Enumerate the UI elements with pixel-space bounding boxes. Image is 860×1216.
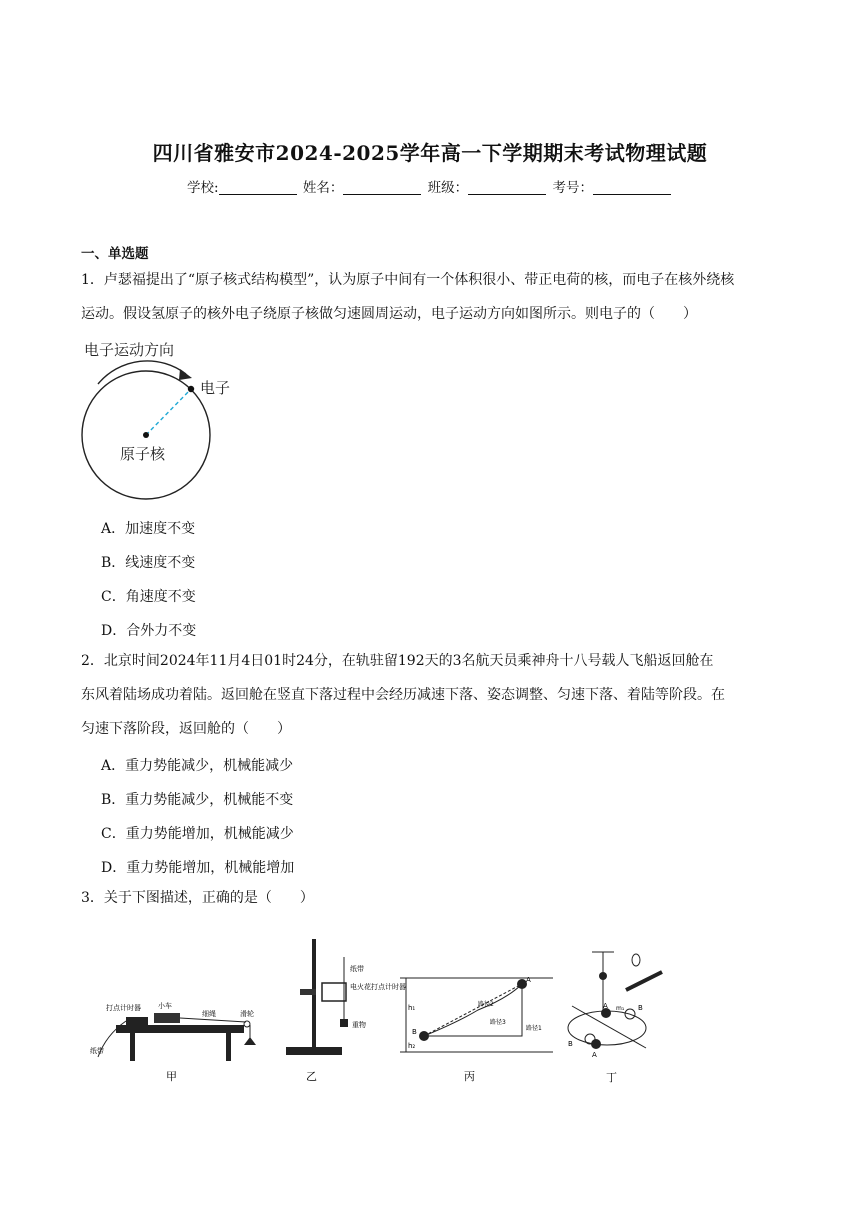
jia-table-leg [226, 1033, 231, 1061]
ding-ball-a-bottom [591, 1039, 601, 1049]
caption-yi: 乙 [306, 1070, 317, 1083]
jia-cart-shape [154, 1013, 180, 1023]
class-blank[interactable] [468, 180, 546, 195]
class-label: 班级： [427, 180, 469, 196]
question-1-option-c[interactable]: C．角速度不变 [101, 589, 196, 605]
jia-timer-label: 打点计时器 [106, 1004, 141, 1012]
student-info-line [0, 176, 860, 196]
yi-timer-label: 电火花打点计时器 [350, 983, 406, 991]
figure-jia [86, 995, 266, 1085]
jia-cart-label: 小车 [158, 1002, 172, 1010]
ding-m1-label: m₁ [616, 1005, 625, 1012]
jia-timer-shape [126, 1017, 148, 1025]
question-1-option-b[interactable]: B．线速度不变 [101, 555, 196, 571]
jia-tape-label: 纸带 [90, 1047, 104, 1055]
figure-bing [398, 972, 558, 1085]
question-2-text [81, 644, 781, 746]
ding-b-bottom-label: B [568, 1040, 573, 1048]
yi-clamp [300, 989, 316, 995]
electron-label: 电子 [200, 379, 231, 397]
bing-h1-label: h₁ [408, 1004, 416, 1012]
page-title: 四川省雅安市2024-2025学年高一下学期期末考试物理试题 [152, 141, 708, 165]
nucleus-dot [143, 432, 149, 438]
jia-pulley-label: 滑轮 [240, 1010, 254, 1018]
question-2-line-1: 2．北京时间2024年11月4日01时24分，在轨驻留192天的3名航天员乘神舟十八号载人飞船返回舱在 [81, 653, 714, 669]
yi-timer-shape [322, 983, 346, 1001]
jia-table-leg [130, 1033, 135, 1061]
ding-a-bottom-label: A [592, 1051, 597, 1059]
name-label: 姓名： [302, 180, 344, 196]
question-3-text [81, 881, 781, 915]
section-heading: 一、单选题 [81, 246, 149, 262]
number-label: 考号： [552, 180, 593, 196]
nucleus-label: 原子核 [120, 445, 166, 463]
question-1-line-2: 运动。假设氢原子的核外电子绕原子核做匀速圆周运动，电子运动方向如图所示。则电子的（ ） [81, 306, 697, 322]
question-2-line-2: 东风着陆场成功着陆。返回舱在竖直下落过程中会经历减速下落、姿态调整、匀速下落、着陆等阶段。在 [81, 687, 725, 703]
question-2-option-a[interactable]: A．重力势能减少，机械能减少 [101, 758, 294, 774]
yi-tape-label: 纸带 [350, 965, 364, 973]
jia-rope-label: 细绳 [202, 1010, 216, 1018]
bing-path1-label: 路径1 [526, 1025, 542, 1032]
question-2-option-c[interactable]: C．重力势能增加，机械能减少 [101, 826, 294, 842]
radius-line [146, 389, 191, 435]
direction-label: 电子运动方向 [84, 341, 175, 359]
jia-table-top [116, 1025, 244, 1033]
ding-ruler [626, 972, 662, 990]
question-2-option-d[interactable]: D．重力势能增加，机械能增加 [101, 860, 295, 876]
electron-dot [188, 386, 194, 392]
number-blank[interactable] [593, 180, 671, 195]
ding-b-top-label: B [638, 1004, 643, 1012]
bing-path3-label: 路径3 [490, 1019, 506, 1026]
ding-a-top-label: A [603, 1002, 608, 1010]
yi-stand-base [286, 1047, 342, 1055]
school-label: 学校: [187, 180, 219, 196]
ding-lamp-icon [632, 954, 640, 966]
question-1-option-a[interactable]: A．加速度不变 [101, 521, 196, 537]
bing-h2-label: h₂ [408, 1042, 416, 1050]
question-1-line-1: 1．卢瑟福提出了“原子核式结构模型”，认为原子中间有一个体积很小、带正电荷的核，而电子在核外绕核 [81, 272, 735, 288]
question-2-line-3: 匀速下落阶段，返回舱的（ ） [81, 721, 291, 737]
bing-path-2 [424, 984, 522, 1036]
school-blank[interactable] [219, 180, 297, 195]
caption-bing: 丙 [464, 1070, 475, 1083]
yi-weight-label: 重物 [352, 1021, 366, 1029]
jia-pulley-shape [244, 1021, 250, 1027]
yi-weight-shape [340, 1019, 348, 1027]
question-3-line-1: 3．关于下图描述，正确的是（ ） [81, 890, 314, 906]
arrowhead-icon [179, 369, 192, 380]
name-blank[interactable] [343, 180, 421, 195]
bing-b-label: B [412, 1028, 417, 1036]
bing-a-label: A [526, 976, 531, 984]
jia-rope-line [180, 1018, 246, 1022]
figure-yi [282, 937, 406, 1085]
caption-ding: 丁 [606, 1071, 617, 1084]
question-1-option-d[interactable]: D．合外力不变 [101, 623, 197, 639]
ding-top-ball [599, 972, 607, 980]
jia-weight-shape [244, 1037, 256, 1045]
question-2-option-b[interactable]: B．重力势能减少，机械能不变 [101, 792, 294, 808]
bing-ball-b [419, 1031, 429, 1041]
question-1-text [81, 263, 781, 331]
bing-path2-label: 路径2 [478, 1001, 494, 1008]
figure-ding [562, 948, 672, 1085]
question-1-figure [76, 336, 246, 504]
caption-jia: 甲 [166, 1070, 177, 1083]
